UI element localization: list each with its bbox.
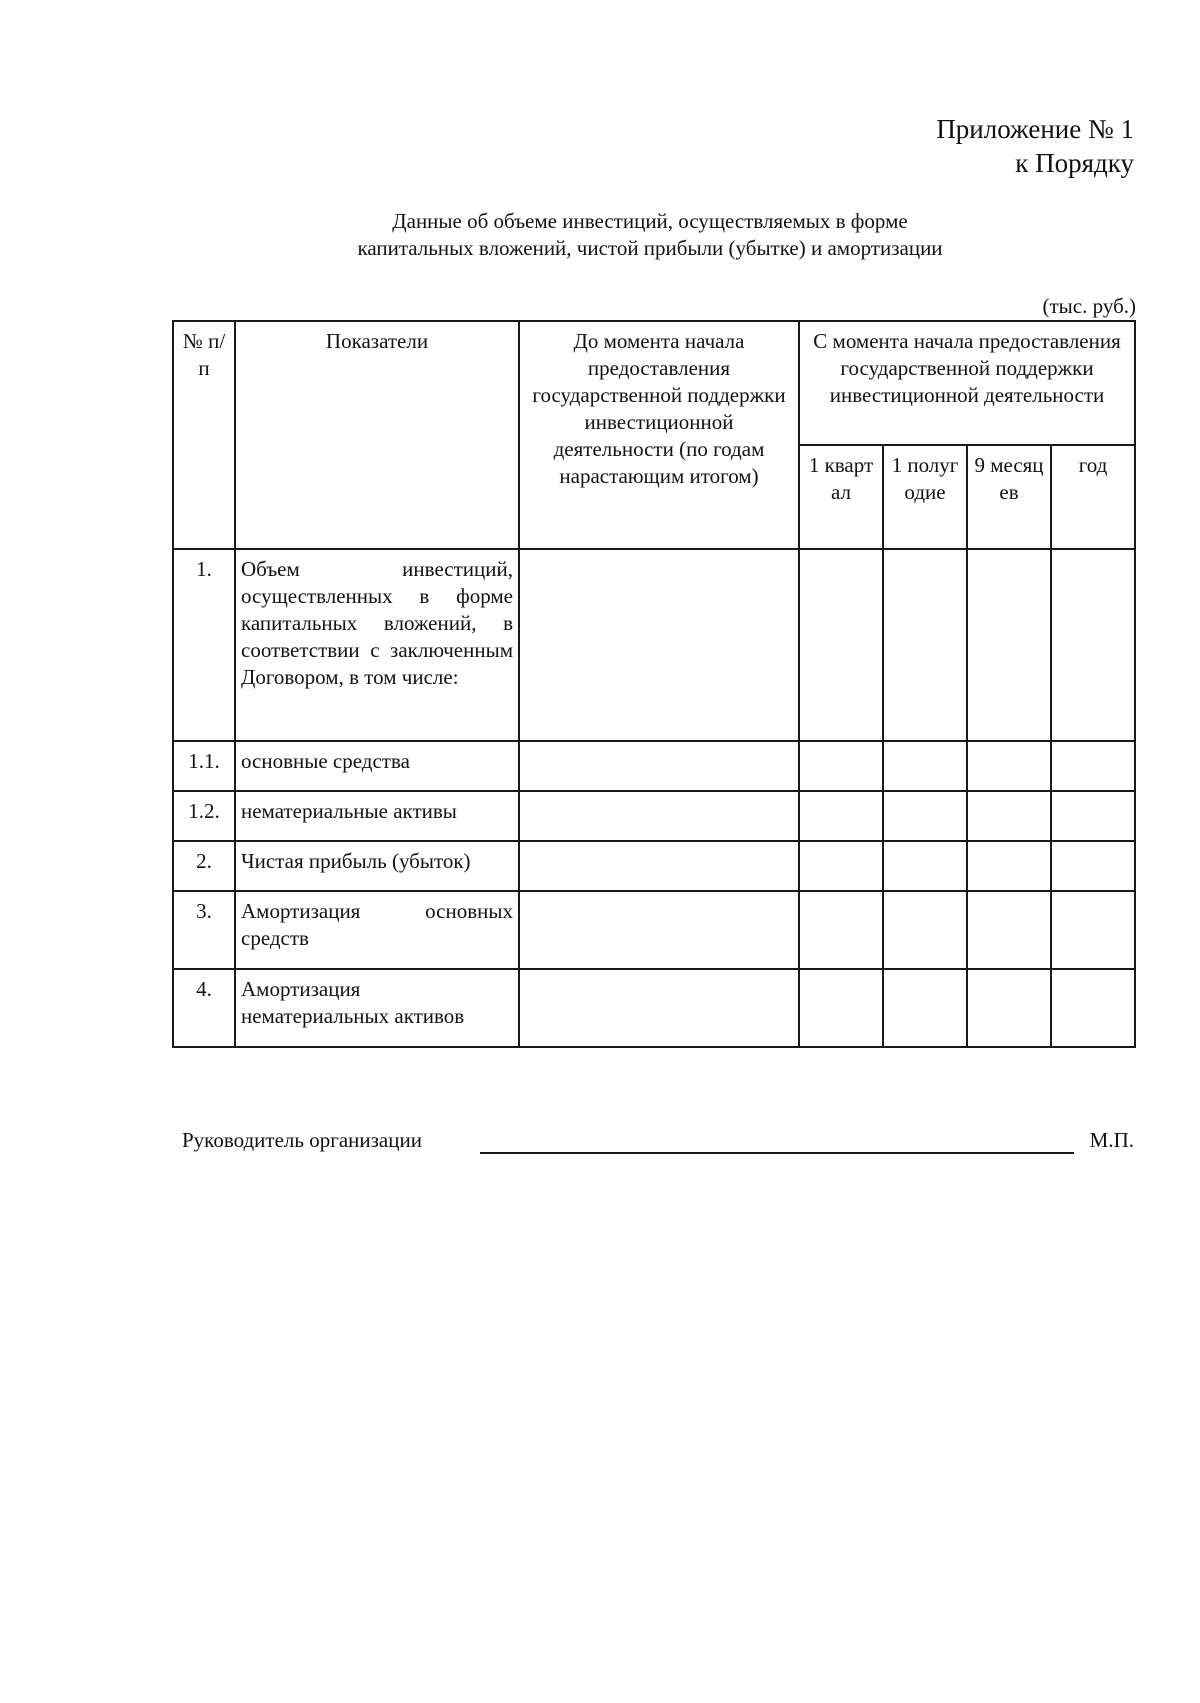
row-number: 1. [173,549,235,741]
cell-quarter [799,741,883,791]
cell-year [1051,841,1135,891]
cell-year [1051,969,1135,1047]
cell-quarter [799,549,883,741]
table-row [173,891,1135,969]
table-row [173,969,1135,1047]
document-title-line-2: капитальных вложений, чистой прибыли (убытке) и амортизации [357,236,943,260]
row-number: 1.1. [173,741,235,791]
cell-nine-months [967,549,1051,741]
header-indicator: Показатели [235,321,519,549]
row-label: основные средства [235,741,519,791]
table-row [173,841,1135,891]
header-nine-months: 9 месяцев [967,445,1051,549]
cell-half-year [883,891,967,969]
cell-half-year [883,791,967,841]
row-label: Амортизация основных средств [235,891,519,969]
cell-before [519,841,799,891]
row-number: 3. [173,891,235,969]
cell-quarter [799,791,883,841]
cell-half-year [883,549,967,741]
table-row [173,549,1135,741]
signature-label: Руководитель организации [182,1128,422,1152]
row-number: 2. [173,841,235,891]
units-label: (тыс. руб.) [1042,294,1136,318]
row-label: Объем инвестиций, осуществленных в форме капитальных вложений, в соответствии с заключенным Договором, в том числе: [235,549,519,741]
investment-table [172,320,1136,1048]
cell-nine-months [967,791,1051,841]
header-half-year: 1 полугодие [883,445,967,549]
row-label: Амортизация нематериальных активов [235,969,519,1047]
cell-before [519,969,799,1047]
appendix-number: Приложение № 1 [936,114,1134,144]
cell-half-year [883,841,967,891]
cell-before [519,891,799,969]
cell-year [1051,791,1135,841]
row-number: 4. [173,969,235,1047]
cell-before [519,741,799,791]
row-label: нематериальные активы [235,791,519,841]
signature-block [182,1122,1134,1156]
appendix-order: к Порядку [1015,148,1134,178]
cell-nine-months [967,891,1051,969]
header-row-number: № п/п [173,321,235,549]
header-quarter: 1 квартал [799,445,883,549]
row-label: Чистая прибыль (убыток) [235,841,519,891]
cell-year [1051,549,1135,741]
cell-nine-months [967,969,1051,1047]
cell-quarter [799,891,883,969]
cell-nine-months [967,841,1051,891]
cell-before [519,549,799,741]
row-number: 1.2. [173,791,235,841]
document-title [290,208,1010,262]
cell-year [1051,891,1135,969]
cell-year [1051,741,1135,791]
document-title-line-1: Данные об объеме инвестиций, осуществляемых в форме [392,209,908,233]
appendix-reference [936,112,1134,180]
header-before-support: До момента начала предоставления государственной поддержки инвестиционной деятельности (по годам нарастающим итогом) [519,321,799,549]
cell-before [519,791,799,841]
table-header-row [173,321,1135,445]
header-year: год [1051,445,1135,549]
cell-quarter [799,841,883,891]
cell-quarter [799,969,883,1047]
signature-line [480,1152,1074,1154]
cell-half-year [883,741,967,791]
cell-half-year [883,969,967,1047]
table-row [173,741,1135,791]
header-after-support: С момента начала предоставления государственной поддержки инвестиционной деятельности [799,321,1135,445]
table-row [173,791,1135,841]
cell-nine-months [967,741,1051,791]
stamp-place-label: М.П. [1089,1128,1134,1152]
